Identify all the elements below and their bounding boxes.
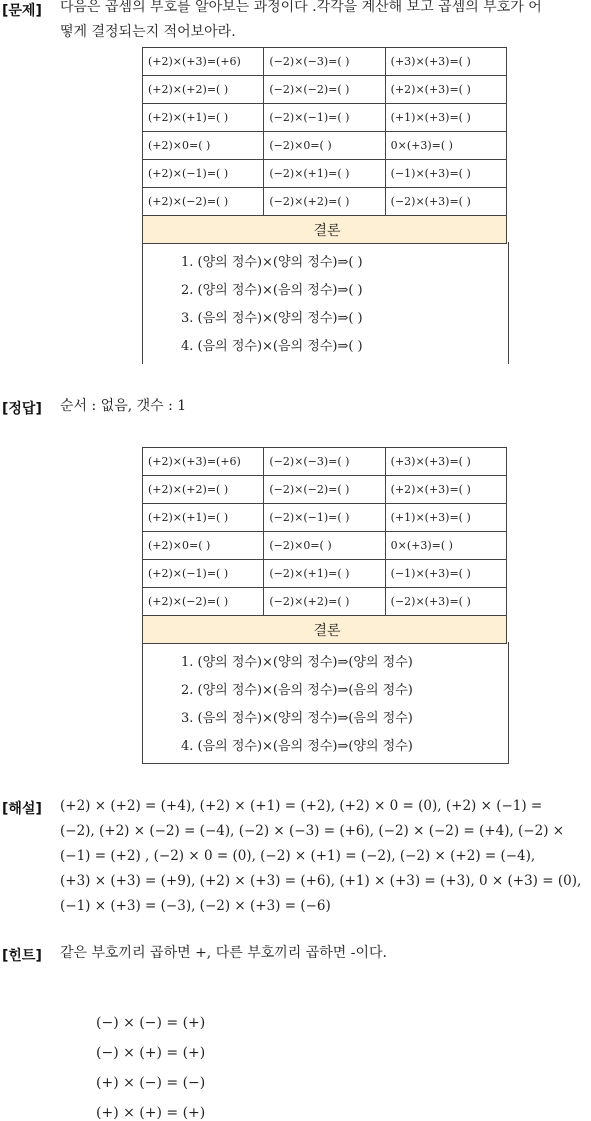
table-row: [143, 132, 507, 160]
table-cell: 0×(+3)=( ): [385, 132, 506, 160]
conclusion-item: 4. (음의 정수)×(음의 정수)⇒( ): [181, 339, 363, 354]
answer-tag: [정답]: [2, 401, 42, 417]
table-cell: (+2)×0=( ): [143, 132, 264, 160]
conclusion-item: 3. (음의 정수)×(양의 정수)⇒( ): [181, 311, 363, 326]
table-cell: (−2)×(−1)=( ): [264, 104, 385, 132]
problem-line-2: 떻게 결정되는지 적어보아라.: [60, 24, 236, 40]
conclusion-header: 결론: [143, 616, 507, 644]
conclusion-item: 3. (음의 정수)×(양의 정수)⇒(음의 정수): [181, 711, 413, 726]
table-row: [143, 48, 507, 76]
table-cell: (−1)×(+3)=( ): [385, 160, 506, 188]
table-row: [143, 448, 507, 476]
table-cell: (−2)×(+2)=( ): [264, 588, 385, 616]
explanation-tag: [해설]: [2, 801, 42, 817]
table-cell: (+2)×(+3)=( ): [385, 476, 506, 504]
conclusion-item: 1. (양의 정수)×(양의 정수)⇒(양의 정수): [181, 655, 413, 670]
problem-tag: [문제]: [2, 3, 42, 19]
conclusion-item: 2. (양의 정수)×(음의 정수)⇒( ): [181, 283, 363, 298]
table-cell: (−2)×(−2)=( ): [264, 476, 385, 504]
hint-text: 같은 부호끼리 곱하면 +, 다른 부호끼리 곱하면 -이다.: [60, 945, 387, 961]
table-row: [143, 188, 507, 216]
explanation-line: (−2), (+2) × (−2) = (−4), (−2) × (−3) = (+6), (−2) × (−2) = (+4), (−2) ×: [60, 823, 565, 839]
table-cell: (+2)×(−1)=( ): [143, 560, 264, 588]
table-cell: (+2)×(+3)=(+6): [143, 448, 264, 476]
table-cell: (−2)×(+3)=( ): [385, 188, 506, 216]
table-cell: (+2)×(+2)=( ): [143, 476, 264, 504]
table-cell: (+2)×(+3)=( ): [385, 76, 506, 104]
table-cell: (+2)×(−2)=( ): [143, 188, 264, 216]
table-cell: (−2)×0=( ): [264, 532, 385, 560]
explanation-text: [60, 794, 589, 919]
table-cell: (−2)×(+2)=( ): [264, 188, 385, 216]
table-cell: (−2)×(+1)=( ): [264, 560, 385, 588]
table-cell: (+3)×(+3)=( ): [385, 48, 506, 76]
table-cell: (−2)×(+3)=( ): [385, 588, 506, 616]
problem-text: [60, 0, 589, 45]
table-cell: (−2)×(−3)=( ): [264, 48, 385, 76]
problem-table: [142, 47, 507, 244]
table-cell: (+2)×(+3)=(+6): [143, 48, 264, 76]
table-cell: (+2)×(+2)=( ): [143, 76, 264, 104]
table-cell: (−2)×(−2)=( ): [264, 76, 385, 104]
table-cell: (+2)×(+1)=( ): [143, 104, 264, 132]
table-cell: (−2)×(+1)=( ): [264, 160, 385, 188]
table-cell: (+2)×(−2)=( ): [143, 588, 264, 616]
conclusion-item: 1. (양의 정수)×(양의 정수)⇒( ): [181, 255, 363, 270]
explanation-line: (−1) = (+2) , (−2) × 0 = (0), (−2) × (+1) = (−2), (−2) × (+2) = (−4),: [60, 848, 536, 864]
explanation-line: (+2) × (+2) = (+4), (+2) × (+1) = (+2), (+2) × 0 = (0), (+2) × (−1) =: [60, 798, 543, 814]
conclusion-answer-box: [142, 642, 509, 764]
explanation-line: (−1) × (+3) = (−3), (−2) × (+3) = (−6): [60, 898, 331, 914]
table-cell: (+3)×(+3)=( ): [385, 448, 506, 476]
table-cell: (+1)×(+3)=( ): [385, 104, 506, 132]
hint-tag: [힌트]: [2, 948, 42, 964]
table-row: [143, 160, 507, 188]
table-row: [143, 560, 507, 588]
answer-text: 순서 : 없음, 갯수 : 1: [60, 398, 187, 414]
table-cell: (−2)×0=( ): [264, 132, 385, 160]
conclusion-blank-box: [142, 242, 509, 364]
table-cell: (−2)×(−1)=( ): [264, 504, 385, 532]
table-cell: 0×(+3)=( ): [385, 532, 506, 560]
table-row: [143, 476, 507, 504]
answer-table: [142, 447, 507, 644]
table-cell: (+2)×(+1)=( ): [143, 504, 264, 532]
hint-rule: (+) × (+) = (+): [96, 1105, 206, 1121]
hint-rule: (+) × (−) = (−): [96, 1075, 206, 1091]
table-row: [143, 588, 507, 616]
table-cell: (+2)×(−1)=( ): [143, 160, 264, 188]
explanation-line: (+3) × (+3) = (+9), (+2) × (+3) = (+6), (+1) × (+3) = (+3), 0 × (+3) = (0),: [60, 873, 582, 889]
problem-line-1: 다음은 곱셈의 부호를 알아보는 과정이다 .각각을 계산해 보고 곱셈의 부호가 어: [60, 0, 542, 15]
table-row: [143, 76, 507, 104]
table-cell: (−1)×(+3)=( ): [385, 560, 506, 588]
conclusion-header: 결론: [143, 216, 507, 244]
table-row: [143, 504, 507, 532]
table-cell: (+2)×0=( ): [143, 532, 264, 560]
conclusion-item: 2. (양의 정수)×(음의 정수)⇒(음의 정수): [181, 683, 413, 698]
table-row: [143, 104, 507, 132]
hint-rule: (−) × (+) = (+): [96, 1045, 206, 1061]
hint-rule: (−) × (−) = (+): [96, 1015, 206, 1031]
conclusion-item: 4. (음의 정수)×(음의 정수)⇒(양의 정수): [181, 739, 413, 754]
table-cell: (+1)×(+3)=( ): [385, 504, 506, 532]
table-row: [143, 532, 507, 560]
table-cell: (−2)×(−3)=( ): [264, 448, 385, 476]
